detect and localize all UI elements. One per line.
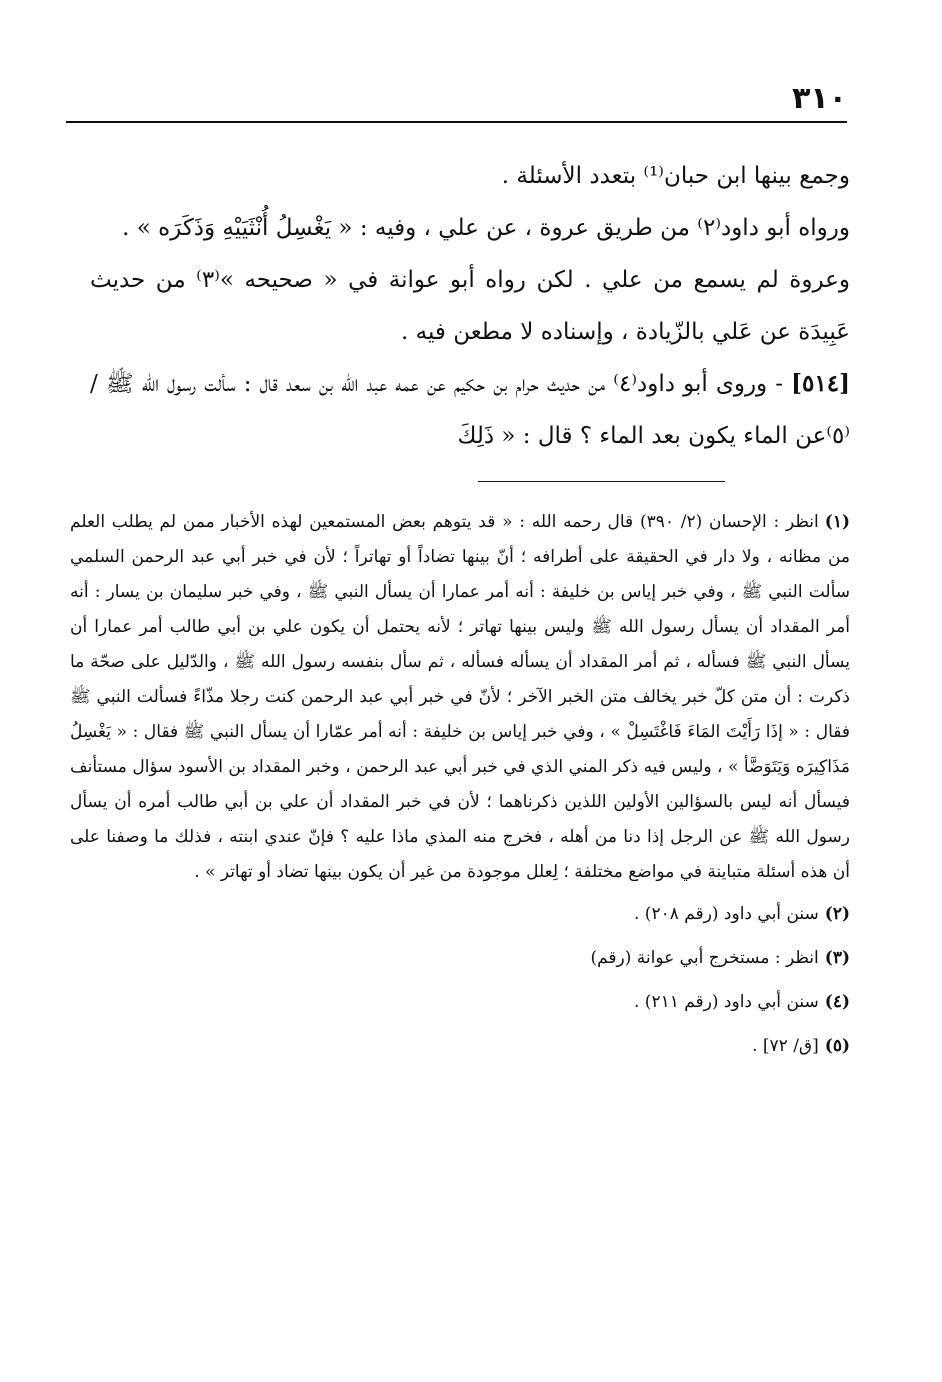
paragraph-2: ورواه أبو داود⁽٢⁾ من طريق عروة ، عن علي ، وفيه : « يَغْسِلُ أُنْثَيَيْهِ وَذَكَرَه » . [122,215,850,241]
footnote-5 [70,1026,850,1066]
footnote-2 [70,894,850,934]
footnote-3-text: انظر : مستخرج أبي عوانة (رقم) [590,948,819,968]
footnote-1 [70,505,850,890]
footnote-3 [70,938,850,978]
footnotes [70,505,850,1066]
paragraph-3: وعروة لم يسمع من علي . لكن رواه أبو عوانة في « صحيحه »⁽٣⁾ من حديث عَبِيدَة عن عَلي بالزّيادة ، وإسناده لا مطعن فيه . [90,267,850,345]
paragraph-4-text: - وروى أبو داود⁽٤⁾ من حديث حرام بن حكيم عن عمه عبد الله بن سعد قال : سألت رسول الله ﷺ / ⁽٥⁾عن الماء يكون بعد الماء ؟ قال : « ذَلِكَ [90,371,850,449]
footnote-3-mark: (٣) [824,948,850,968]
main-text [90,150,850,462]
footnote-2-mark: (٢) [824,904,850,924]
footnote-1-text: انظر : الإحسان (٢/ ٣٩٠) قال رحمه الله : « قد يتوهم بعض المستمعين لهذه الأخبار ممن لم يطلب العلم من مظانه ، ولا دار في الحقيقة على أطرافه ؛ أنّ بينها تضاداً أو تهاتراً ؛ لأن في خبر أبي عبد الرحمن السلمي سألت النبي ﷺ ، وفي خبر إياس بن خليفة : أنه أمر عمارا أن يسأل النبي ﷺ ، وفي خبر سليمان بن يسار : أنه أمر المقداد أن يسأل رسول الله ﷺ وليس بينها تهاتر ؛ لأنه يحتمل أن يكون علي بن أبي طالب أمر عمارا أن يسأل النبي ﷺ فسأله ، ثم أمر المقداد أن يسأله فسأله ، ثم سأل بنفسه رسول الله ﷺ ، والدّليل على صحّة ما ذكرت : أن متن كلّ خبر يخالف متن الخبر الآخر ؛ لأنّ في خبر أبي عبد الرحمن كنت رجلا مذّاءً فسألت النبي ﷺ فقال : « إذَا رَأَيْتَ المَاءَ فَاغْتَسِلْ » ، وفي خبر إياس بن خليفة : أنه أمر عمّارا أن يسأل النبي ﷺ فقال : « يَغْسِلُ مَذَاكِيرَه وَيَتَوَضَّأ » ، وليس فيه ذكر المني الذي في خبر أبي عبد الرحمن ، وخبر المقداد بن الأسود سؤال مستأنف فيسأل أنه ليس بالسؤالين الأولين اللذين ذكرناهما ؛ لأن في خبر المقداد أن علي بن أبي طالب أمره أن يسأل رسول الله ﷺ عن الرجل إذا دنا من أهله ، فخرج منه المذي ماذا عليه ؟ فإنّ عندي ابنته ، فذلك ما وصفنا على أن هذه أسئلة متباينة في مواضع مختلفة ؛ لِعلل موجودة من غير أن يكون بينها تضاد أو تهاتر » . [70,512,850,882]
footnote-5-text: [ق/ ٧٢] . [752,1036,819,1056]
footnote-2-text: سنن أبي داود (رقم ٢٠٨) . [633,904,819,924]
footnote-1-mark: (١) [824,512,850,532]
paragraph-1: وجمع بينها ابن حبان⁽¹⁾ بتعدد الأسئلة . [501,163,850,189]
footnote-4-mark: (٤) [824,992,850,1012]
footnote-4 [70,982,850,1022]
footnote-5-mark: (٥) [824,1036,850,1056]
header-rule [66,121,847,123]
footnote-separator [478,481,725,482]
page-number: ٣١٠ [792,81,847,116]
footnote-4-text: سنن أبي داود (رقم ٢١١) . [633,992,819,1012]
hadith-number: [٥١٤] [791,370,850,397]
paragraph-4 [90,358,850,462]
